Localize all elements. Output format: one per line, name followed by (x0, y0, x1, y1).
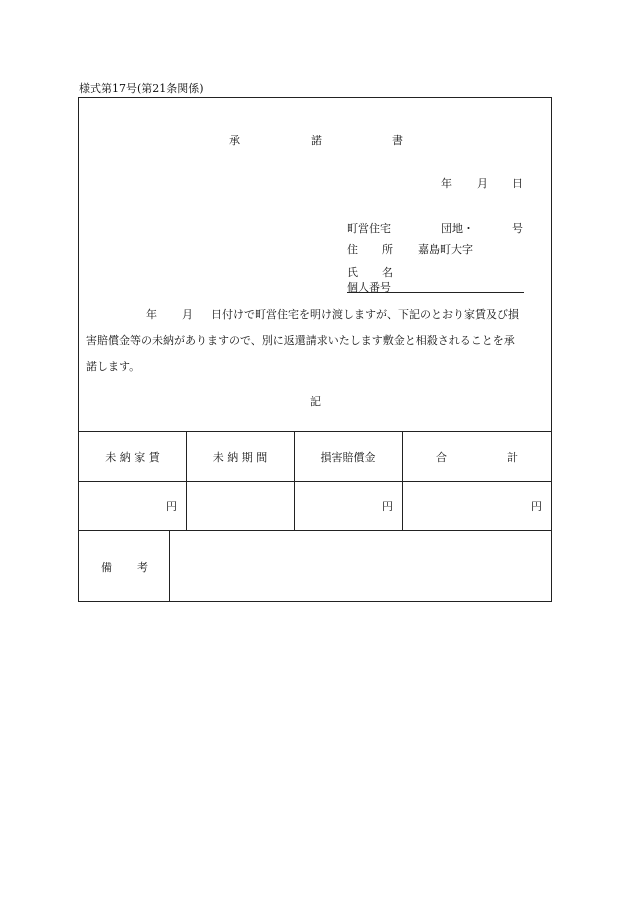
table-header-line (79, 481, 551, 482)
address-label-1: 住 (347, 243, 358, 256)
date-year: 年 (441, 177, 452, 190)
record-heading: 記 (310, 395, 321, 408)
damages-unit: 円 (382, 500, 393, 513)
form-frame (78, 97, 552, 602)
title-char-2: 諾 (311, 134, 322, 147)
table-amount-line (79, 530, 551, 531)
body-line-3: 諾します。 (86, 360, 141, 373)
table-col-divider-2 (294, 431, 295, 530)
remarks-label-2: 考 (137, 561, 148, 574)
remarks-divider (169, 530, 170, 601)
housing-number: 号 (512, 222, 523, 235)
title-char-1: 承 (229, 134, 240, 147)
name-label-2: 名 (382, 266, 393, 279)
remarks-label-1: 備 (101, 561, 112, 574)
personal-number-label: 個人番号 (347, 281, 391, 294)
housing-label: 町営住宅 (347, 222, 391, 235)
total-unit: 円 (531, 500, 542, 513)
header-total-1: 合 (436, 451, 447, 464)
personal-number-underline (347, 292, 524, 293)
body-line-1-text: 日付けで町営住宅を明け渡しますが、下記のとおり家賃及び損 (211, 308, 519, 321)
name-label-1: 氏 (347, 266, 358, 279)
header-unpaid-period: 未 納 期 間 (212, 451, 268, 464)
table-col-divider-3 (402, 431, 403, 530)
title-char-3: 書 (392, 134, 403, 147)
header-unpaid-rent: 未 納 家 賃 (105, 451, 160, 464)
body-line-1 (86, 302, 548, 328)
body-line-2: 害賠償金等の未納がありますので、別に返還請求いたします敷金と相殺されることを承 (86, 334, 515, 347)
table-top-line (79, 431, 551, 432)
address-label-2: 所 (382, 243, 393, 256)
date-day: 日 (512, 177, 523, 190)
date-month: 月 (477, 177, 488, 190)
header-total-2: 計 (507, 451, 518, 464)
body-month: 月 (182, 308, 193, 321)
body-year: 年 (146, 308, 157, 321)
body-paragraph (86, 302, 548, 380)
unpaid-rent-unit: 円 (166, 500, 177, 513)
form-number-label: 様式第17号(第21条関係) (79, 82, 204, 95)
housing-danchi: 団地・ (441, 222, 474, 235)
address-value: 嘉島町大字 (418, 243, 473, 256)
header-damages: 損害賠償金 (320, 451, 376, 464)
table-col-divider-1 (186, 431, 187, 530)
